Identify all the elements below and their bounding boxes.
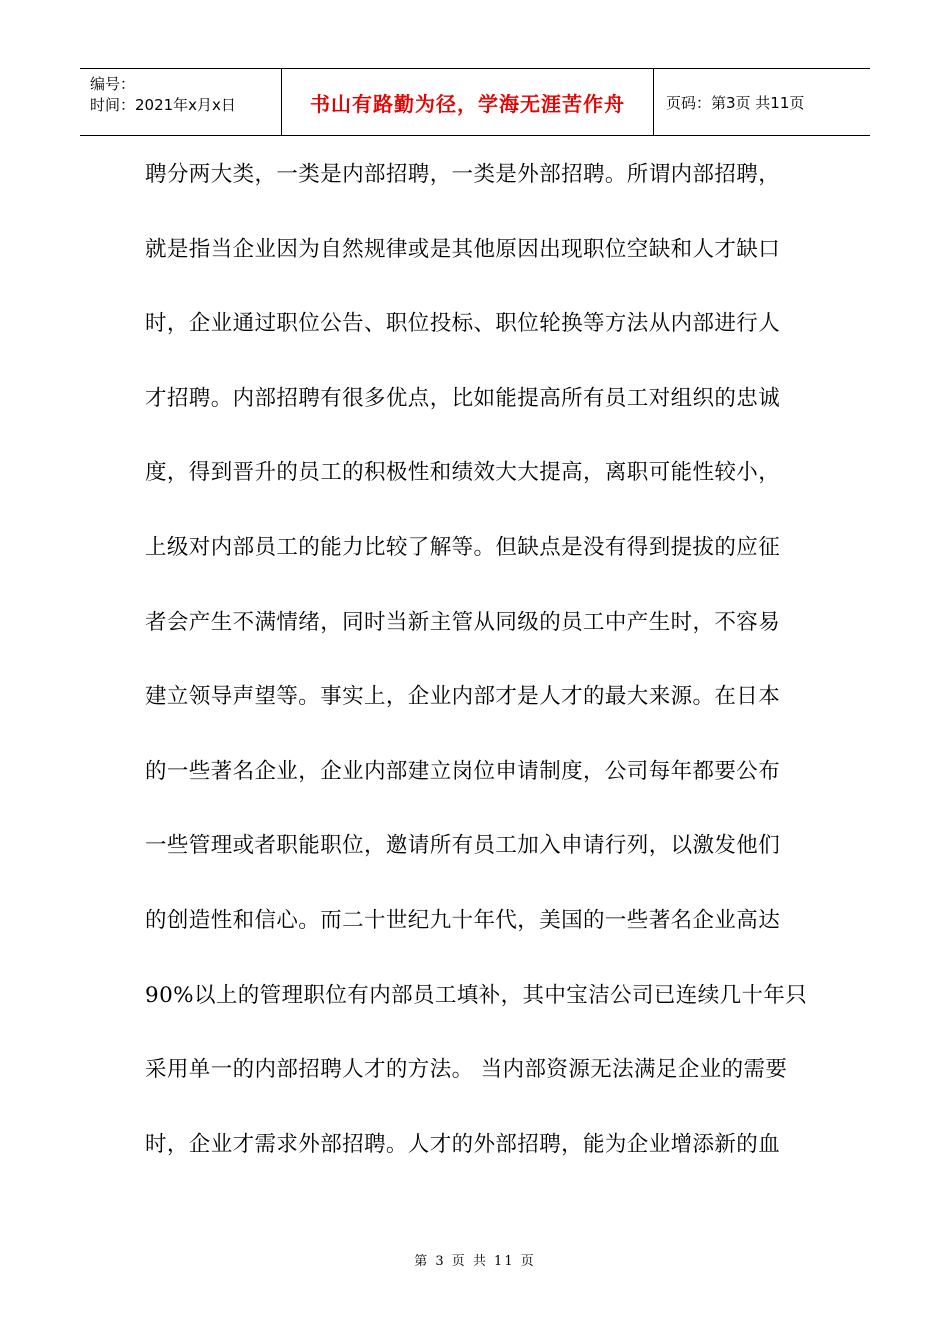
document-number-label: 编号：: [90, 75, 136, 93]
body-line: 度，得到晋升的员工的积极性和绩效大大提高，离职可能性较小，: [145, 460, 781, 486]
body-line: 上级对内部员工的能力比较了解等。但缺点是没有得到提拔的应征: [145, 534, 781, 560]
document-time-label: 时间：2021年x月x日: [90, 96, 236, 114]
body-line: 一些管理或者职能职位，邀请所有员工加入申请行列，以激发他们: [145, 833, 781, 859]
body-line: 采用单一的内部招聘人才的方法。 当内部资源无法满足企业的需要: [145, 1057, 788, 1083]
header-motto: 书山有路勤为径，学海无涯苦作舟: [282, 69, 654, 135]
header-page-code: 页码：第3页 共11页: [666, 93, 805, 112]
body-line: 的创造性和信心。而二十世纪九十年代，美国的一些著名企业高达: [145, 907, 781, 933]
body-line: 才招聘。内部招聘有很多优点，比如能提高所有员工对组织的忠诚: [145, 385, 781, 411]
page-footer: 第 3 页 共 11 页: [414, 1254, 536, 1269]
body-line: 时，企业通过职位公告、职位投标、职位轮换等方法从内部进行人: [145, 311, 781, 337]
body-line: 就是指当企业因为自然规律或是其他原因出现职位空缺和人才缺口: [145, 236, 781, 262]
body-line: 90%以上的管理职位有内部员工填补，其中宝洁公司已连续几十年只: [145, 982, 808, 1008]
body-line: 建立领导声望等。事实上，企业内部才是人才的最大来源。在日本: [145, 684, 781, 710]
body-line: 的一些著名企业，企业内部建立岗位申请制度，公司每年都要公布: [145, 758, 781, 784]
page-header: [80, 68, 870, 136]
body-line: 者会产生不满情绪，同时当新主管从同级的员工中产生时，不容易: [145, 609, 781, 635]
header-info-cell: [80, 69, 282, 135]
body-line: 时，企业才需求外部招聘。人才的外部招聘，能为企业增添新的血: [145, 1131, 781, 1157]
body-line: 聘分两大类，一类是内部招聘，一类是外部招聘。所谓内部招聘，: [145, 162, 781, 187]
document-body: [145, 161, 808, 1205]
